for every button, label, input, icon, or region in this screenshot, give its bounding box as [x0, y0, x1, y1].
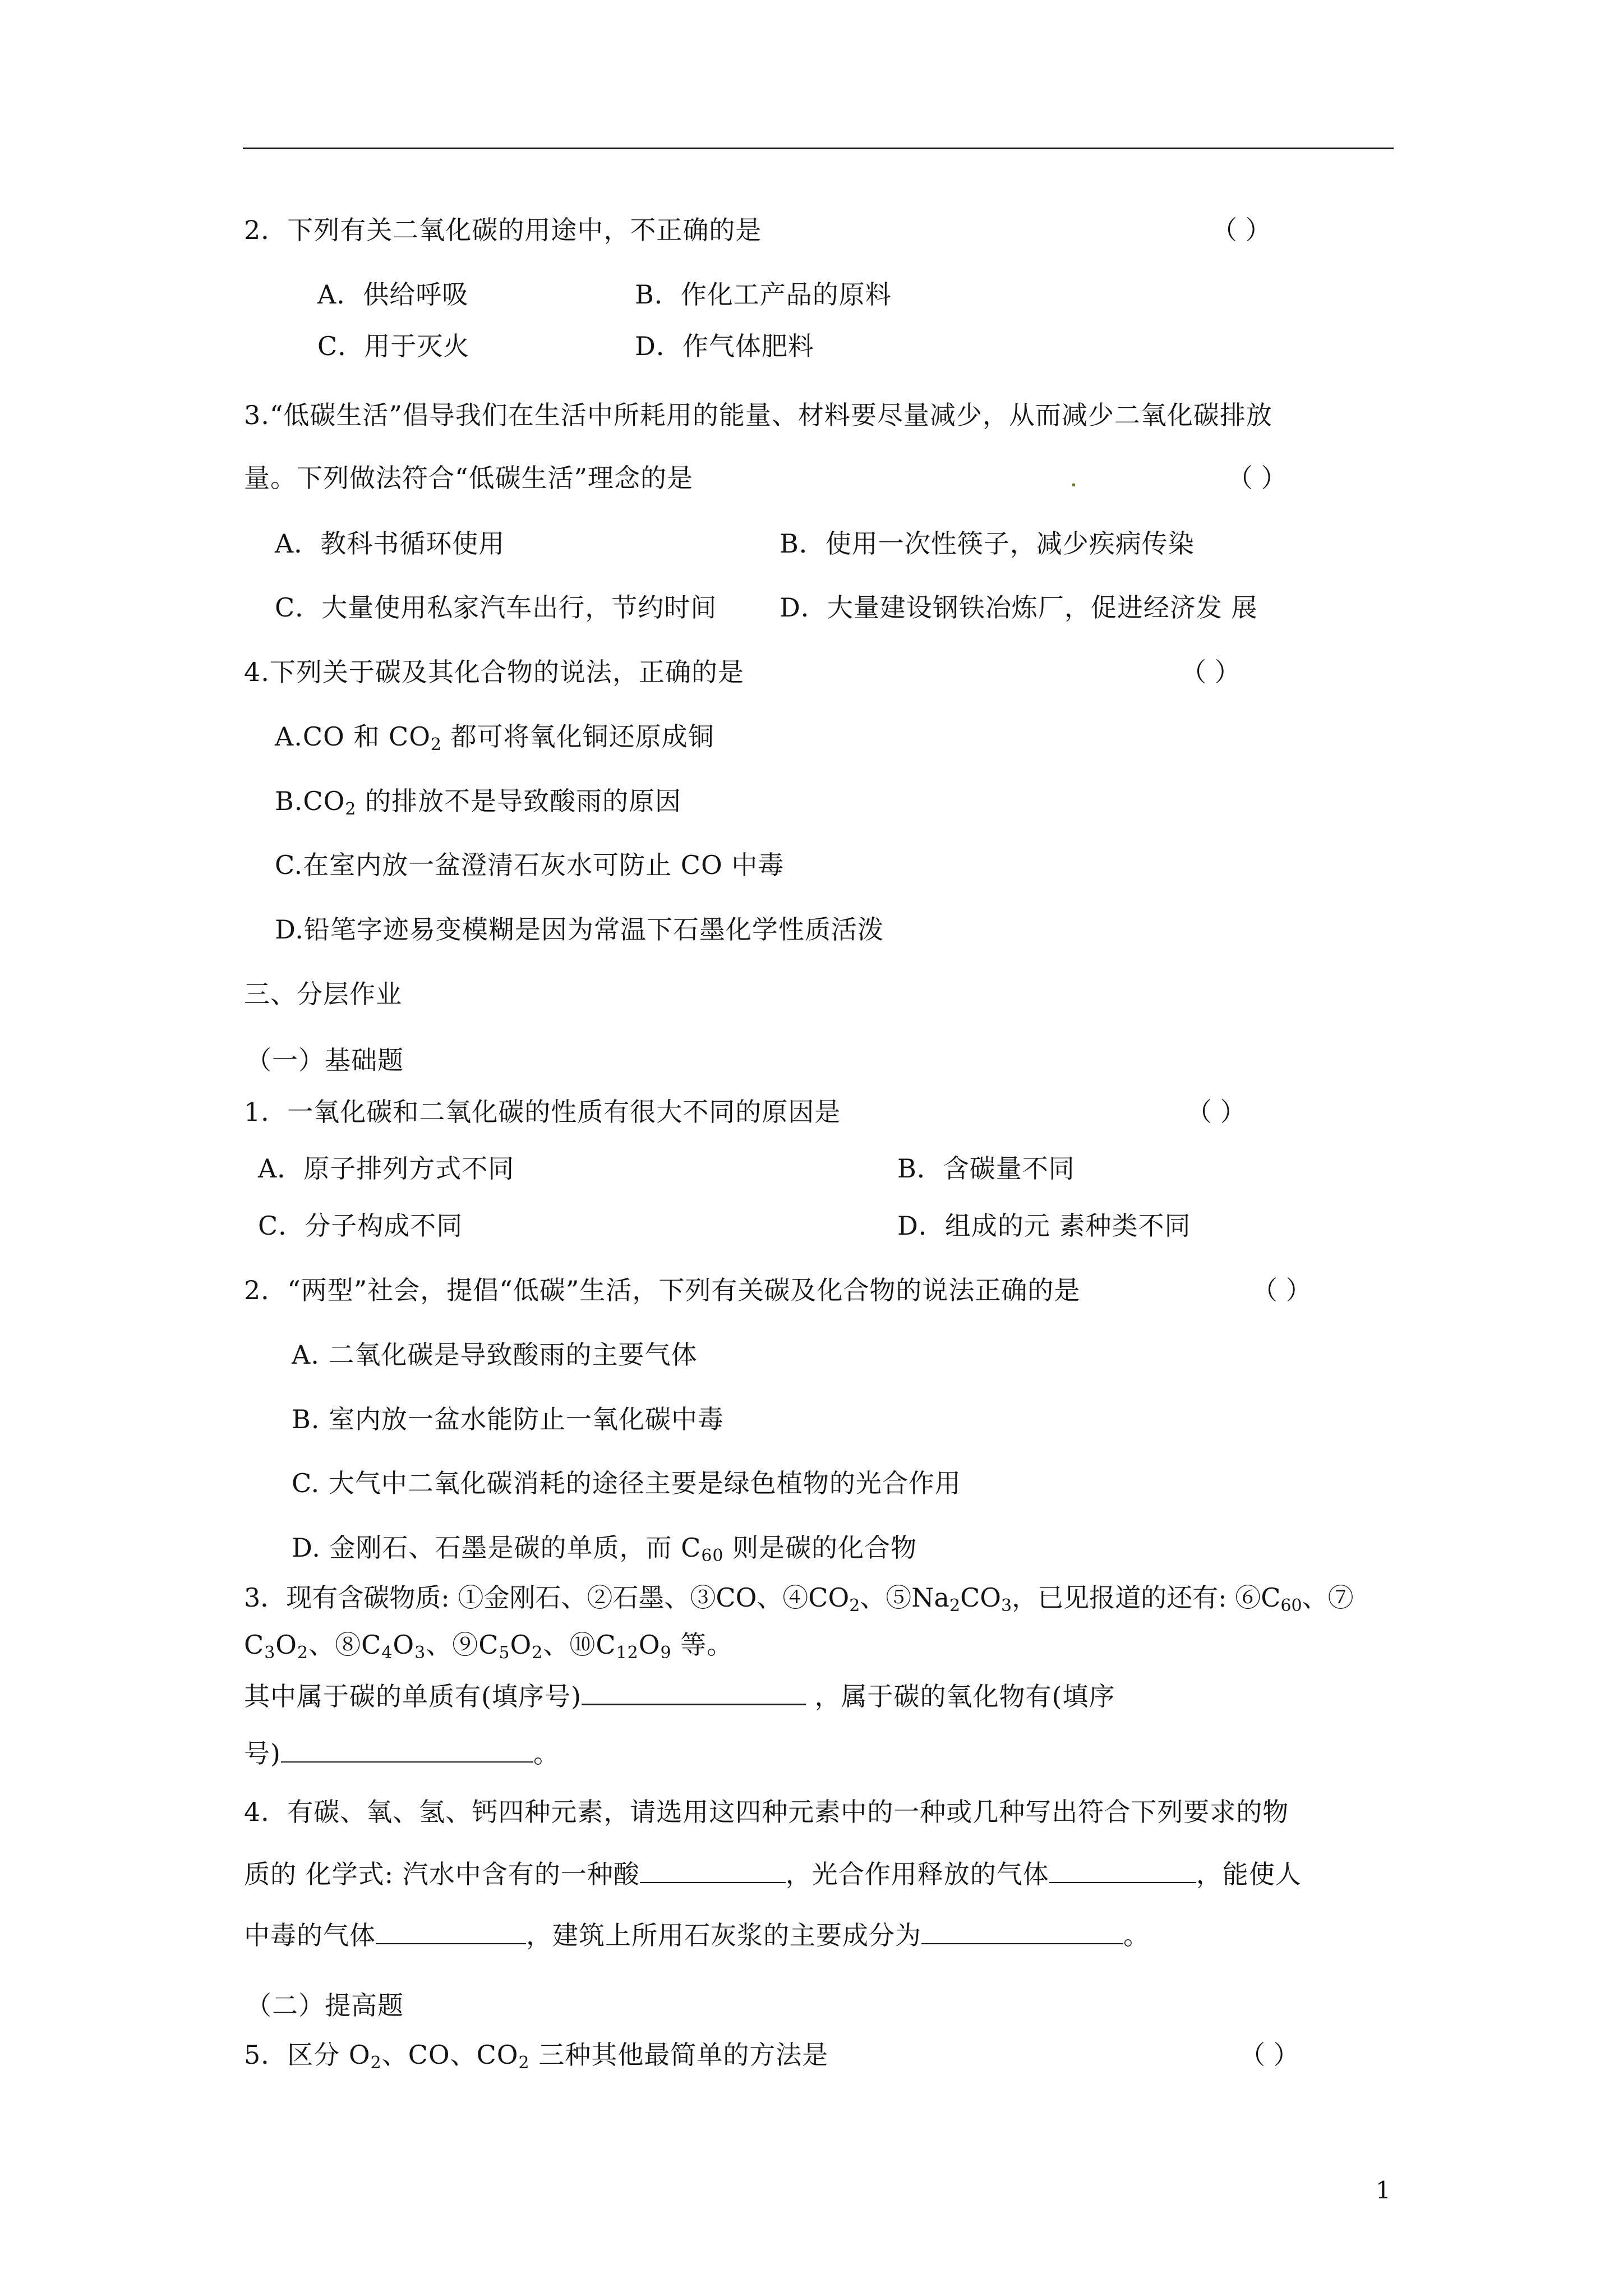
b2-option-d: D. 金刚石、石墨是碳的单质，而 $C_{60}$ 则是碳的化合物	[292, 1533, 917, 1566]
b5-stem: 5．区分 $O_2$、CO、$CO_2$ 三种其他最简单的方法是	[244, 2040, 829, 2073]
b1-option-a: A．原子排列方式不同	[258, 1153, 515, 1184]
q2-option-a: A．供给呼吸	[317, 279, 469, 310]
q2-option-c: C．用于灭火	[317, 331, 470, 361]
q2-stem: 2．下列有关二氧化碳的用途中，不正确的是	[244, 215, 762, 245]
b3-blank-oxides[interactable]	[281, 1737, 533, 1763]
b3-blank-elements[interactable]	[582, 1679, 806, 1705]
b1-stem: 1．一氧化碳和二氧化碳的性质有很大不同的原因是	[244, 1097, 841, 1127]
b3-line3: 其中属于碳的单质有(填序号) ，属于碳的氧化物有(填序	[244, 1679, 1115, 1713]
q4-answer-paren: （ ）	[1181, 657, 1241, 687]
b5-answer-paren: （ ）	[1239, 2040, 1299, 2070]
b3-line4: 号) 。	[244, 1737, 560, 1770]
b4-blank-gas[interactable]	[1049, 1857, 1196, 1883]
q3-option-d: D．大量建设钢铁冶炼厂，促进经济发 展	[780, 592, 1258, 623]
q3-stem-line2: 量。下列做法符合“低碳生活”理念的是	[244, 463, 694, 493]
header-rule	[243, 148, 1394, 149]
q3-option-a: A．教科书循环使用	[275, 528, 505, 559]
b1-option-b: B．含碳量不同	[897, 1153, 1075, 1184]
advanced-subsection-title: （二）提高题	[246, 1990, 404, 2021]
b1-option-d: D．组成的元 素种类不同	[897, 1211, 1191, 1241]
q4-option-a: A.CO 和 $CO_2$ 都可将氧化铜还原成铜	[275, 721, 714, 754]
b4-blank-lime[interactable]	[921, 1918, 1123, 1944]
stray-mark	[1072, 484, 1075, 486]
b1-answer-paren: （ ）	[1186, 1097, 1246, 1127]
b4-line1: 4．有碳、氧、氢、钙四种元素，请选用这四种元素中的一种或几种写出符合下列要求的物	[244, 1797, 1289, 1827]
q2-option-b: B．作化工产品的原料	[635, 279, 892, 310]
b3-line1: 3．现有含碳物质: ①金刚石、②石墨、③CO、$④CO_2$、$⑤Na_2CO_3$，已见报道的还有: $⑥C_{60}$、⑦	[244, 1582, 1354, 1616]
b4-line2: 质的 化学式: 汽水中含有的一种酸 ，光合作用释放的气体 ，能使人	[244, 1857, 1302, 1891]
b2-stem: 2．“两型”社会，提倡“低碳”生活，下列有关碳及化合物的说法正确的是	[244, 1275, 1081, 1305]
q4-option-b: $B.CO_2$ 的排放不是导致酸雨的原因	[275, 786, 682, 819]
b3-line2: $C_3O_2$、$⑧C_4O_3$、$⑨C_5O_2$、$⑩C_{12}O_9$ 等。	[244, 1630, 734, 1663]
q3-option-c: C．大量使用私家汽车出行，节约时间	[275, 592, 717, 623]
b2-option-c: C. 大气中二氧化碳消耗的途径主要是绿色植物的光合作用	[292, 1468, 961, 1498]
q4-stem: 4.下列关于碳及其化合物的说法，正确的是	[244, 657, 744, 687]
basic-subsection-title: （一）基础题	[246, 1045, 404, 1075]
b4-blank-acid[interactable]	[640, 1857, 786, 1883]
q3-stem-line1: 3.“低碳生活”倡导我们在生活中所耗用的能量、材料要尽量减少，从而减少二氧化碳排放	[244, 400, 1272, 430]
b2-option-b: B. 室内放一盆水能防止一氧化碳中毒	[292, 1404, 725, 1434]
b2-answer-paren: （ ）	[1252, 1275, 1312, 1305]
q4-option-c: C.在室内放一盆澄清石灰水可防止 CO 中毒	[275, 850, 785, 880]
q3-option-b: B．使用一次性筷子，减少疾病传染	[780, 528, 1195, 559]
b1-option-c: C．分子构成不同	[258, 1211, 463, 1241]
q4-option-d: D.铅笔字迹易变模糊是因为常温下石墨化学性质活泼	[275, 914, 884, 945]
page-number: 1	[1376, 2177, 1391, 2204]
section-title: 三、分层作业	[244, 979, 402, 1009]
b2-option-a: A. 二氧化碳是导致酸雨的主要气体	[292, 1340, 698, 1370]
b4-line3: 中毒的气体 ，建筑上所用石灰浆的主要成分为 。	[244, 1918, 1150, 1952]
q2-answer-paren: （ ）	[1211, 215, 1271, 245]
b4-blank-toxic-gas[interactable]	[376, 1918, 526, 1944]
q2-option-d: D．作气体肥料	[635, 331, 814, 361]
q3-answer-paren: （ ）	[1227, 463, 1287, 493]
